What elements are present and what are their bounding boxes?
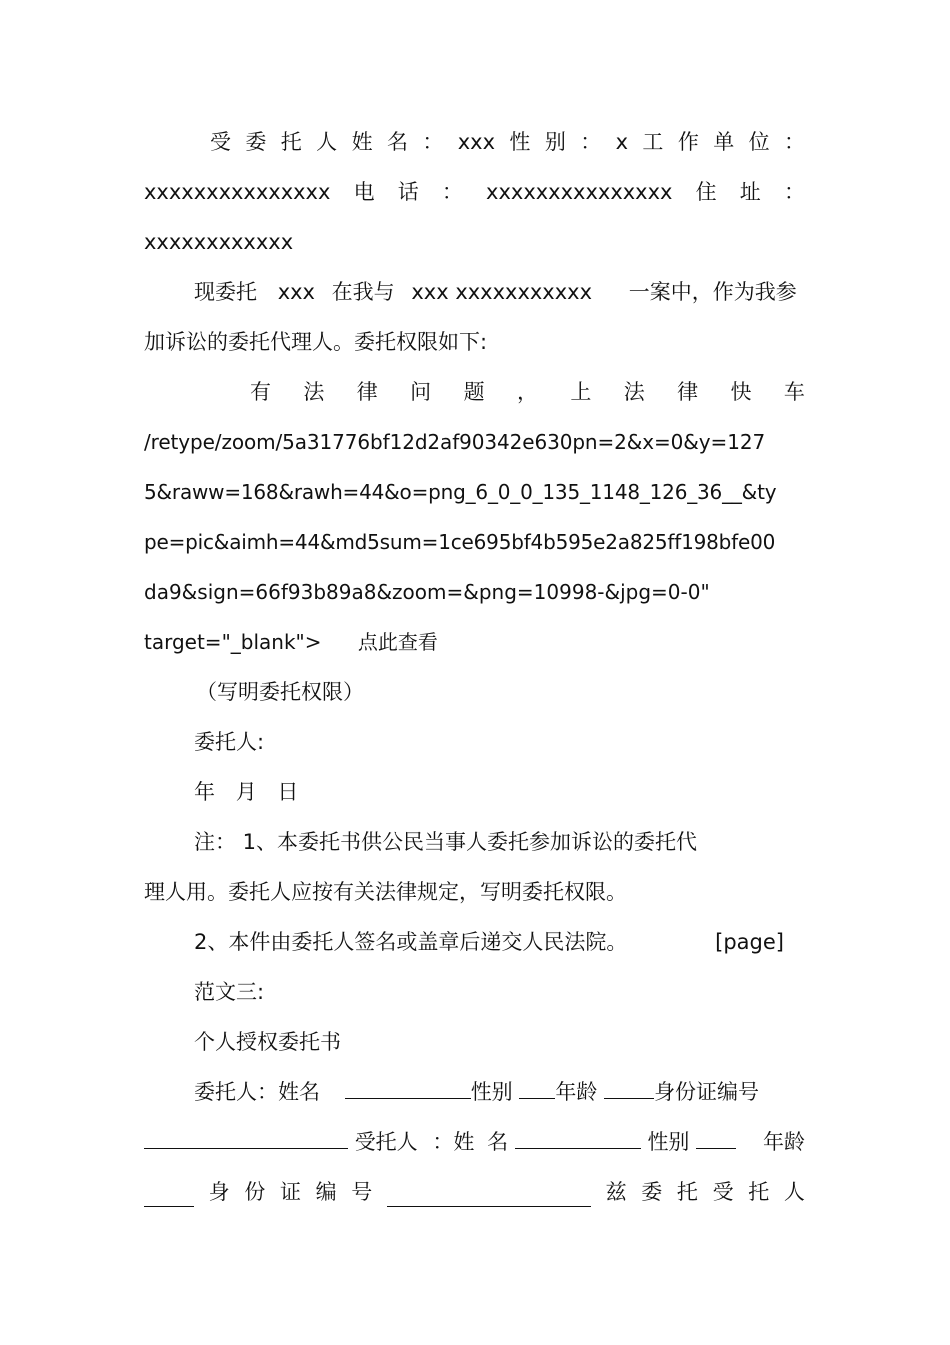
text: 法	[303, 380, 325, 404]
text: 委托人：姓名	[194, 1080, 320, 1104]
text: 位	[748, 130, 770, 154]
text: 受	[712, 1180, 734, 1204]
doc-line-4	[194, 277, 797, 307]
text: 上	[570, 380, 592, 404]
doc-line-9: pe=pic&aimh=44&md5sum=1ce695bf4b595e2a825ff198bfe00	[144, 530, 776, 554]
doc-line-16: 理人用。委托人应按有关法律规定，写明委托权限。	[144, 880, 627, 904]
text: 委	[641, 1180, 663, 1204]
text: xxx xxxxxxxxxxx	[411, 280, 593, 304]
trustee-name-blank[interactable]	[515, 1128, 641, 1149]
text: 性别	[647, 1130, 690, 1154]
text: 性别	[470, 1080, 513, 1104]
text: 月	[235, 780, 257, 804]
doc-line-20	[194, 1077, 805, 1107]
text: 号	[351, 1180, 373, 1204]
text: xxxxxxxxxxxxxxx	[144, 180, 331, 204]
trustee-age-blank[interactable]	[144, 1186, 194, 1207]
text: 受托人	[354, 1130, 418, 1154]
text: 法	[623, 380, 645, 404]
text: 在我与	[331, 280, 395, 304]
view-link[interactable]: 点此查看	[357, 630, 438, 654]
text: ：	[783, 180, 805, 204]
text: 车	[783, 380, 805, 404]
text: 现委托	[194, 280, 257, 304]
text: ，	[516, 380, 538, 404]
doc-line-19: 个人授权委托书	[194, 1030, 341, 1054]
text: 年	[194, 780, 215, 804]
text: 证	[279, 1180, 301, 1204]
text: 作	[677, 130, 699, 154]
gender-blank[interactable]	[519, 1078, 555, 1099]
doc-line-14	[194, 777, 805, 807]
text: 单	[713, 130, 735, 154]
page-marker: [page]	[715, 930, 784, 954]
doc-line-1	[210, 127, 805, 157]
text: 一案中，作为我参	[628, 280, 797, 304]
text: 托	[748, 1180, 770, 1204]
text: 编	[315, 1180, 337, 1204]
doc-line-8: 5&raww=168&rawh=44&o=png_6_0_0_135_1148_126_36__&ty	[144, 480, 777, 504]
doc-line-2	[144, 177, 805, 207]
text: 委	[245, 130, 267, 154]
text: ：姓	[432, 1130, 475, 1154]
text: 律	[356, 380, 378, 404]
text: 份	[244, 1180, 266, 1204]
text: 住	[695, 180, 717, 204]
text: 姓	[351, 130, 373, 154]
doc-line-10: da9&sign=66f93b89a8&zoom=&png=10998-&jpg=0-0"	[144, 580, 710, 604]
text: 日	[277, 780, 299, 804]
text: 人	[316, 130, 338, 154]
text: 别	[544, 130, 566, 154]
name-blank[interactable]	[345, 1078, 471, 1099]
doc-line-6	[250, 377, 805, 407]
text: 托	[280, 130, 302, 154]
text: 工	[642, 130, 664, 154]
trustee-gender-blank[interactable]	[696, 1128, 736, 1149]
doc-line-18: 范文三:	[194, 980, 265, 1004]
doc-line-12: （写明委托权限）	[196, 680, 364, 704]
text: xxx	[277, 280, 315, 304]
text: ：	[422, 130, 444, 154]
text: 名	[386, 130, 408, 154]
text: 2、本件由委托人签名或盖章后递交人民法院。	[194, 930, 628, 954]
doc-line-5: 加诉讼的委托代理人。委托权限如下:	[144, 330, 488, 354]
text: target="_blank">	[144, 630, 322, 654]
text: 身	[208, 1180, 230, 1204]
trustee-id-blank[interactable]	[387, 1186, 591, 1207]
doc-line-15: 注： 1、本委托书供公民当事人委托参加诉讼的委托代	[194, 830, 698, 854]
text: 有	[250, 380, 271, 404]
doc-line-7: /retype/zoom/5a31776bf12d2af90342e630pn=2&x=0&y=127	[144, 430, 766, 454]
text: 托	[676, 1180, 698, 1204]
text: xxxxxxxxxxxxxxx	[486, 180, 673, 204]
text: 兹	[605, 1180, 627, 1204]
text: 址	[739, 180, 761, 204]
doc-line-11	[144, 627, 805, 657]
text: 受	[210, 130, 231, 154]
text: 电	[353, 180, 375, 204]
doc-line-22	[144, 1177, 805, 1207]
text: 年龄	[763, 1130, 805, 1154]
text: 快	[730, 380, 752, 404]
text: 人	[783, 1180, 805, 1204]
text: x	[615, 130, 629, 154]
text: 题	[463, 380, 485, 404]
doc-line-21	[144, 1127, 805, 1157]
doc-line-3: xxxxxxxxxxxx	[144, 230, 294, 254]
text: 身份证编号	[654, 1080, 760, 1104]
text: ：	[580, 130, 602, 154]
text: 律	[677, 380, 699, 404]
text: 性	[509, 130, 531, 154]
id-number-blank[interactable]	[144, 1128, 348, 1149]
doc-line-13: 委托人:	[194, 730, 265, 754]
text: 名	[487, 1130, 509, 1154]
text: 年龄	[555, 1080, 598, 1104]
text: xxx	[457, 130, 496, 154]
doc-line-17	[194, 927, 784, 957]
text: 问	[410, 380, 432, 404]
text: ：	[783, 130, 805, 154]
text: 话	[397, 180, 419, 204]
text: ：	[441, 180, 463, 204]
age-blank[interactable]	[604, 1078, 654, 1099]
